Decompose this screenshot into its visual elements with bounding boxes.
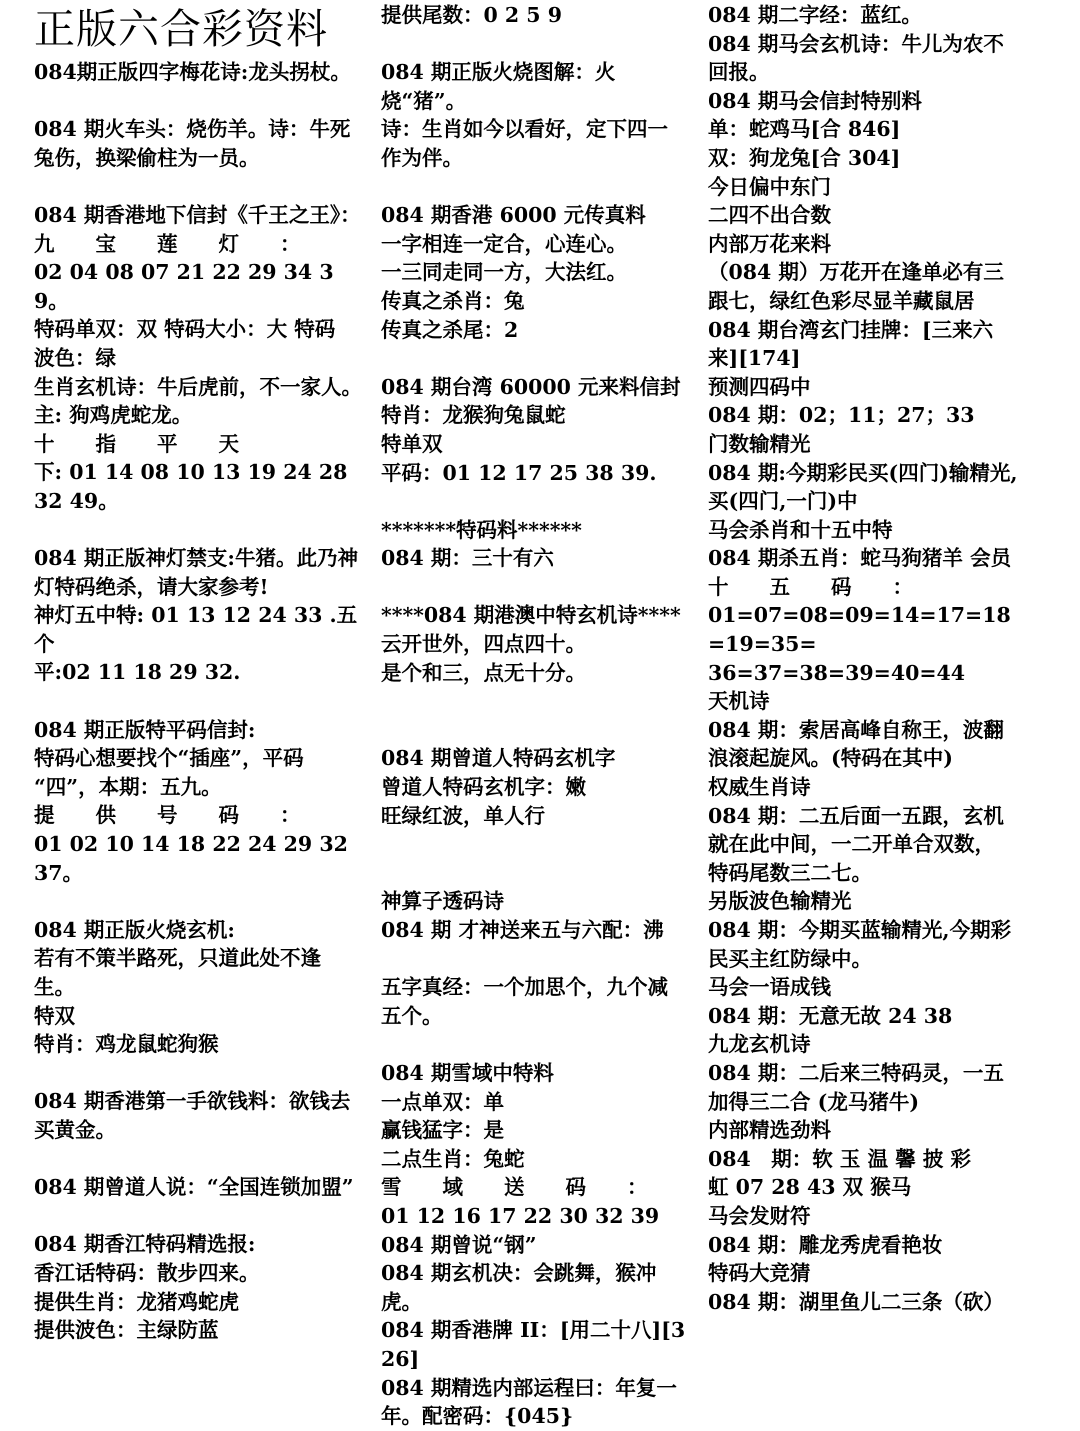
column-right xyxy=(708,0,1026,1316)
page-title: 正版六合彩资料 xyxy=(34,5,328,53)
column-right-text: 084 期二字经：蓝红。 084 期马会玄机诗：牛儿为农不 回报。 084 期马会信封特别料 单：蛇鸡马[合 846] 双：狗龙兔[合 304] 今日偏中东门 二四不出合数 内部万花来料 （084 期）万花开在逢单必有三 跟七，绿红色彩尽显羊藏鼠居 084 期台湾玄门挂牌：[三来六 来][174] 预测四码中 084 期：02；11；27；33 门数输精光 084 期:今期彩民买(四门)输精光, 买(四门,一门)中 马会杀肖和十五中特 084 期杀五肖：蛇马狗猪羊 会员 十 五 码 ： 01=07=08=09=14=17=18=19=35= 36=37=38=39=40=44 天机诗 084 期：索居高峰自称王，波翻 浪滚起旋风。(特码在其中) 权威生肖诗 084 期：二五后面一五跟，玄机 就在此中间，一二开单合双数， 特码尾数三二七。 另版波色输精光 084 期：今期买蓝输精光,今期彩 民买主红防绿中。 马会一语成钱 084 期：无意无故 24 38 九龙玄机诗 084 期：二后来三特码灵，一五 加得三二合 (龙马猪牛) 内部精选劲料 084 期：软 玉 温 馨 披 彩 虹 07 28 43 双 猴马 马会发财符 084 期：雕龙秀虎看艳妆 特码大竞猜 084 期：湖里鱼儿二三条（砍） xyxy=(708,3,1018,1314)
column-middle-text: 提供尾数：0 2 5 9 084 期正版火烧图解：火烧“猪”。 诗：生肖如今以看好，定下四一 作为伴。 084 期香港 6000 元传真料 一字相连一定合，心连心。 一三同走同一方，大法红。 传真之杀肖：兔 传真之杀尾：2 084 期台湾 60000 元来料信封 特肖：龙猴狗兔鼠蛇 特单双 平码：01 12 17 25 38 39. *******特码料****** 084 期：三十有六 ****084 期港澳中特玄机诗**** 云开世外，四点四十。 是个和三，点无十分。 084 期曾道人特码玄机字 曾道人特码玄机字：嫩 旺绿红波，单人行 神算子透码诗 084 期 才神送来五与六配：沸 五字真经：一个加思个，九个减 五个。 084 期雪域中特料 一点单双：单 赢钱猛字：是 二点生肖：兔蛇 雪 域 送 码 ： 01 12 16 17 22 30 32 39 084 期曾说“钢” 084 期玄机决：会跳舞，猴冲虎。 084 期香港牌 II：[用二十八][326] 084 期精选内部运程曰：年复一 年。配密码：{045} xyxy=(381,3,686,1429)
column-middle xyxy=(381,0,695,1431)
column-left xyxy=(34,0,366,1345)
column-left-text: 084期正版四字梅花诗:龙头拐杖。 084 期火车头：烧伤羊。诗：牛死 兔伤，换梁偷柱为一员。 084 期香港地下信封《千王之王》： 九 宝 莲 灯 ： 02 04 08 07 21 22 29 34 39。 特码单双：双 特码大小：大 特码 波色：绿 生肖玄机诗：牛后虎前，不一家人。 主: 狗鸡虎蛇龙。 十 指 平 天 下: 01 14 08 10 13 19 24 28 32 49。 084 期正版神灯禁支:牛猪。此乃神 灯特码绝杀，请大家参考! 神灯五中特: 01 13 12 24 33 .五个 平:02 11 18 29 32. 084 期正版特平码信封: 特码心想要找个“插座”，平码 “四”，本期：五九。 提 供 号 码 ： 01 02 10 14 18 22 24 29 32 37。 084 期正版火烧玄机: 若有不策半路死，只道此处不逢 生。 特双 特肖：鸡龙鼠蛇狗猴 084 期香港第一手欲钱料：欲钱去 买黄金。 084 期曾道人说：“全国连锁加盟” 084 期香江特码精选报: 香江话特码：散步四来。 提供生肖：龙猪鸡蛇虎 提供波色：主绿防蓝 xyxy=(34,60,362,1343)
